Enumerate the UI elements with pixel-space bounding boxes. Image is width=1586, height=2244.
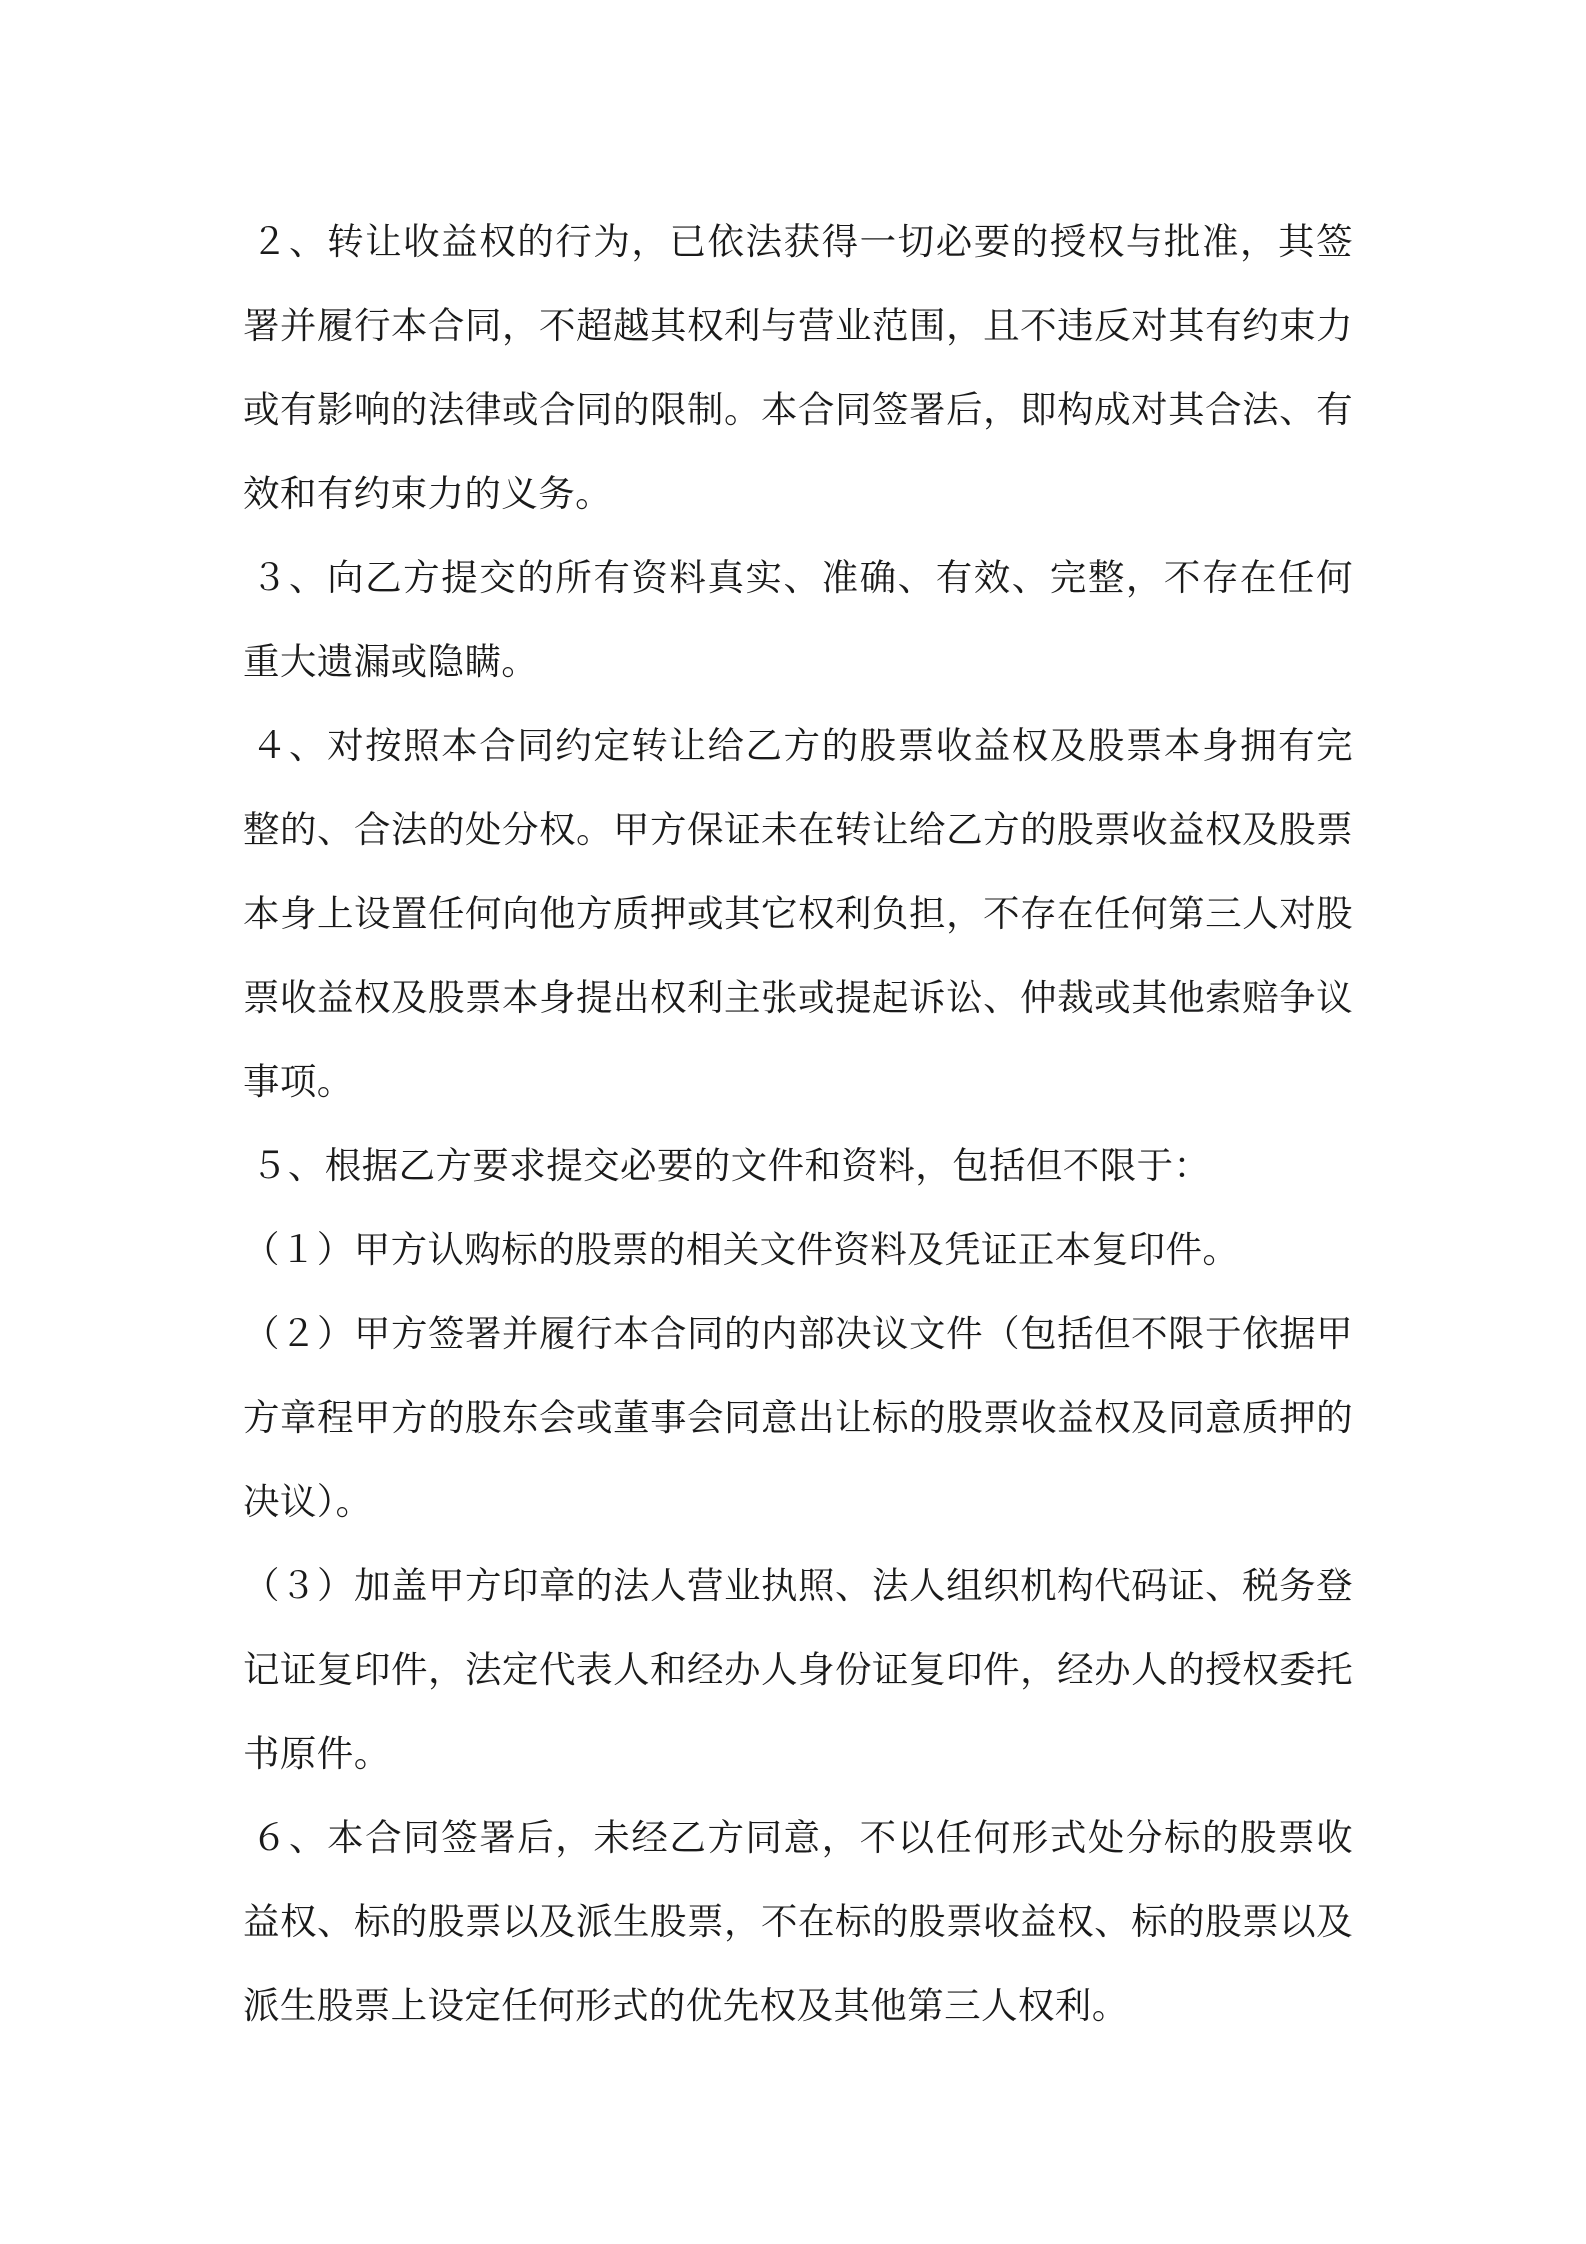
clause-2: ２、转让收益权的行为，已依法获得一切必要的授权与批准，其签署并履行本合同，不超越其权利与营业范围，且不违反对其有约束力或有影响的法律或合同的限制。本合同签署后，即构成对其合法、有效和有约束力的义务。 [243, 220, 1353, 515]
clause-3: ３、向乙方提交的所有资料真实、准确、有效、完整，不存在任何重大遗漏或隐瞒。 [243, 556, 1353, 683]
clause-5-item-3: （３）加盖甲方印章的法人营业执照、法人组织机构代码证、税务登记证复印件，法定代表人和经办人身份证复印件，经办人的授权委托书原件。 [243, 1564, 1353, 1775]
document-body [243, 200, 1353, 2048]
clause-6: ６、本合同签署后，未经乙方同意，不以任何形式处分标的股票收益权、标的股票以及派生股票，不在标的股票收益权、标的股票以及派生股票上设定任何形式的优先权及其他第三人权利。 [243, 1816, 1353, 2027]
clause-5-item-2: （２）甲方签署并履行本合同的内部决议文件（包括但不限于依据甲方章程甲方的股东会或董事会同意出让标的股票收益权及同意质押的决议）。 [243, 1312, 1353, 1523]
clause-5-item-1: （１）甲方认购标的股票的相关文件资料及凭证正本复印件。 [243, 1228, 1240, 1271]
clause-4: ４、对按照本合同约定转让给乙方的股票收益权及股票本身拥有完整的、合法的处分权。甲方保证未在转让给乙方的股票收益权及股票本身上设置任何向他方质押或其它权利负担，不存在任何第三人对股票收益权及股票本身提出权利主张或提起诉讼、仲裁或其他索赔争议事项。 [243, 724, 1353, 1103]
clause-5: ５、根据乙方要求提交必要的文件和资料，包括但不限于： [251, 1144, 1211, 1187]
